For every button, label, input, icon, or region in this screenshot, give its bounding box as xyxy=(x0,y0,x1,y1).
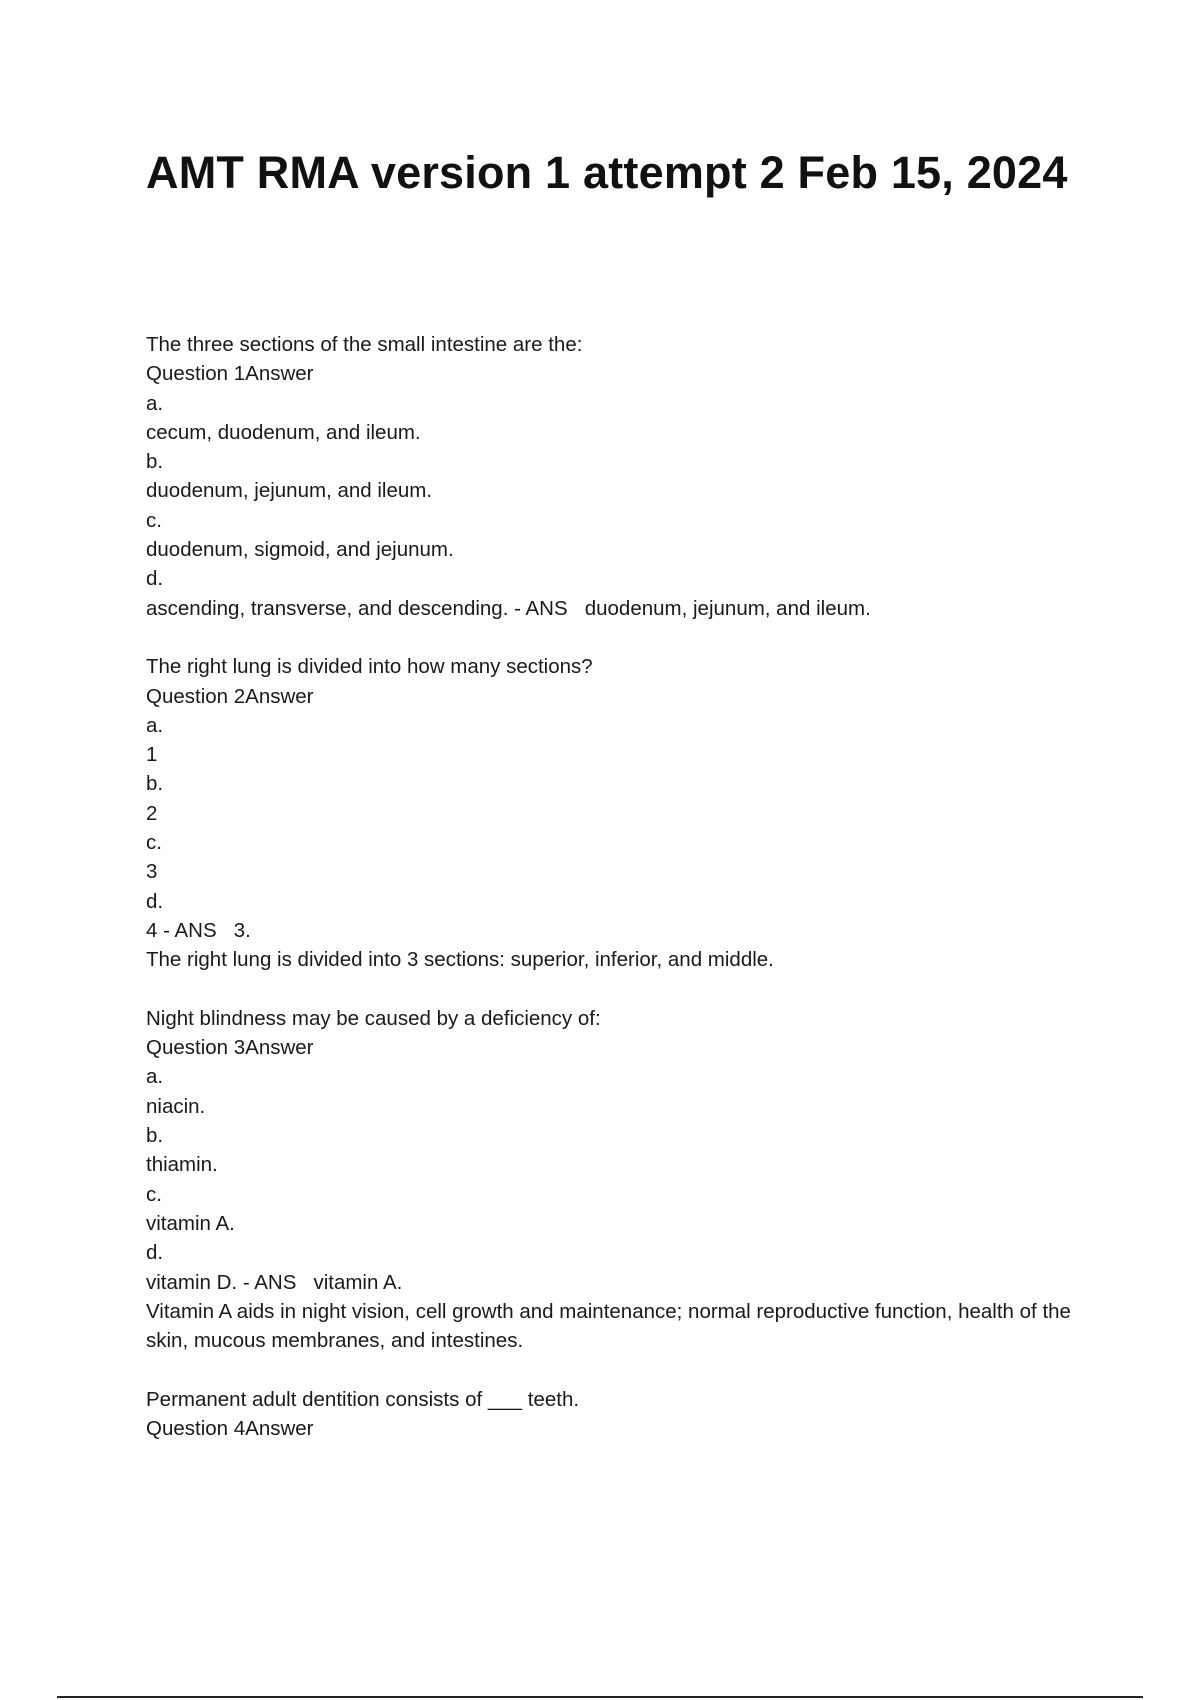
option-text: duodenum, sigmoid, and jejunum. xyxy=(146,538,454,562)
question-list xyxy=(146,330,1096,1443)
question-prompt: The three sections of the small intestine are the: xyxy=(146,333,583,356)
question-block-1 xyxy=(146,330,1096,623)
question-header: Question 2Answer xyxy=(146,684,314,708)
option-letter: a. xyxy=(146,713,164,737)
option-text-with-answer: ascending, transverse, and descending. - ANS duodenum, jejunum, and ileum. xyxy=(146,596,871,620)
footer-divider xyxy=(57,1696,1143,1698)
option-letter: b. xyxy=(146,1124,164,1148)
option-letter: d. xyxy=(146,567,164,591)
option-text: 1 xyxy=(146,743,158,767)
answer-explanation: The right lung is divided into 3 sections: superior, inferior, and middle. xyxy=(146,948,774,972)
option-letter: a. xyxy=(146,1065,164,1089)
option-letter: d. xyxy=(146,889,164,913)
option-text: duodenum, jejunum, and ileum. xyxy=(146,479,433,503)
option-letter: c. xyxy=(146,508,162,532)
option-text: niacin. xyxy=(146,1094,206,1118)
option-text: cecum, duodenum, and ileum. xyxy=(146,420,421,444)
question-block-4 xyxy=(146,1385,1096,1444)
option-letter: c. xyxy=(146,1182,162,1206)
question-header: Question 4Answer xyxy=(146,1416,314,1440)
question-prompt: Permanent adult dentition consists of ___ teeth. xyxy=(146,1387,580,1411)
option-text: 2 xyxy=(146,801,158,825)
page-title: AMT RMA version 1 attempt 2 Feb 15, 2024 xyxy=(146,147,1068,198)
option-letter: a. xyxy=(146,391,164,415)
question-header: Question 1Answer xyxy=(146,362,314,386)
option-text: 3 xyxy=(146,860,158,884)
option-letter: b. xyxy=(146,450,164,474)
option-text: thiamin. xyxy=(146,1153,218,1177)
option-text-with-answer: 4 - ANS 3. xyxy=(146,918,251,942)
option-letter: d. xyxy=(146,1241,164,1265)
option-letter: c. xyxy=(146,831,162,855)
answer-explanation: Vitamin A aids in night vision, cell growth and maintenance; normal reproductive function, health of the skin, mucous membranes, and intestines. xyxy=(146,1299,1071,1353)
option-text: vitamin A. xyxy=(146,1211,235,1235)
question-prompt: Night blindness may be caused by a deficiency of: xyxy=(146,1006,601,1030)
option-letter: b. xyxy=(146,772,164,796)
question-header: Question 3Answer xyxy=(146,1036,314,1060)
question-block-2 xyxy=(146,652,1096,974)
question-prompt: The right lung is divided into how many sections? xyxy=(146,655,593,679)
question-block-3 xyxy=(146,1004,1096,1356)
option-text-with-answer: vitamin D. - ANS vitamin A. xyxy=(146,1270,403,1294)
